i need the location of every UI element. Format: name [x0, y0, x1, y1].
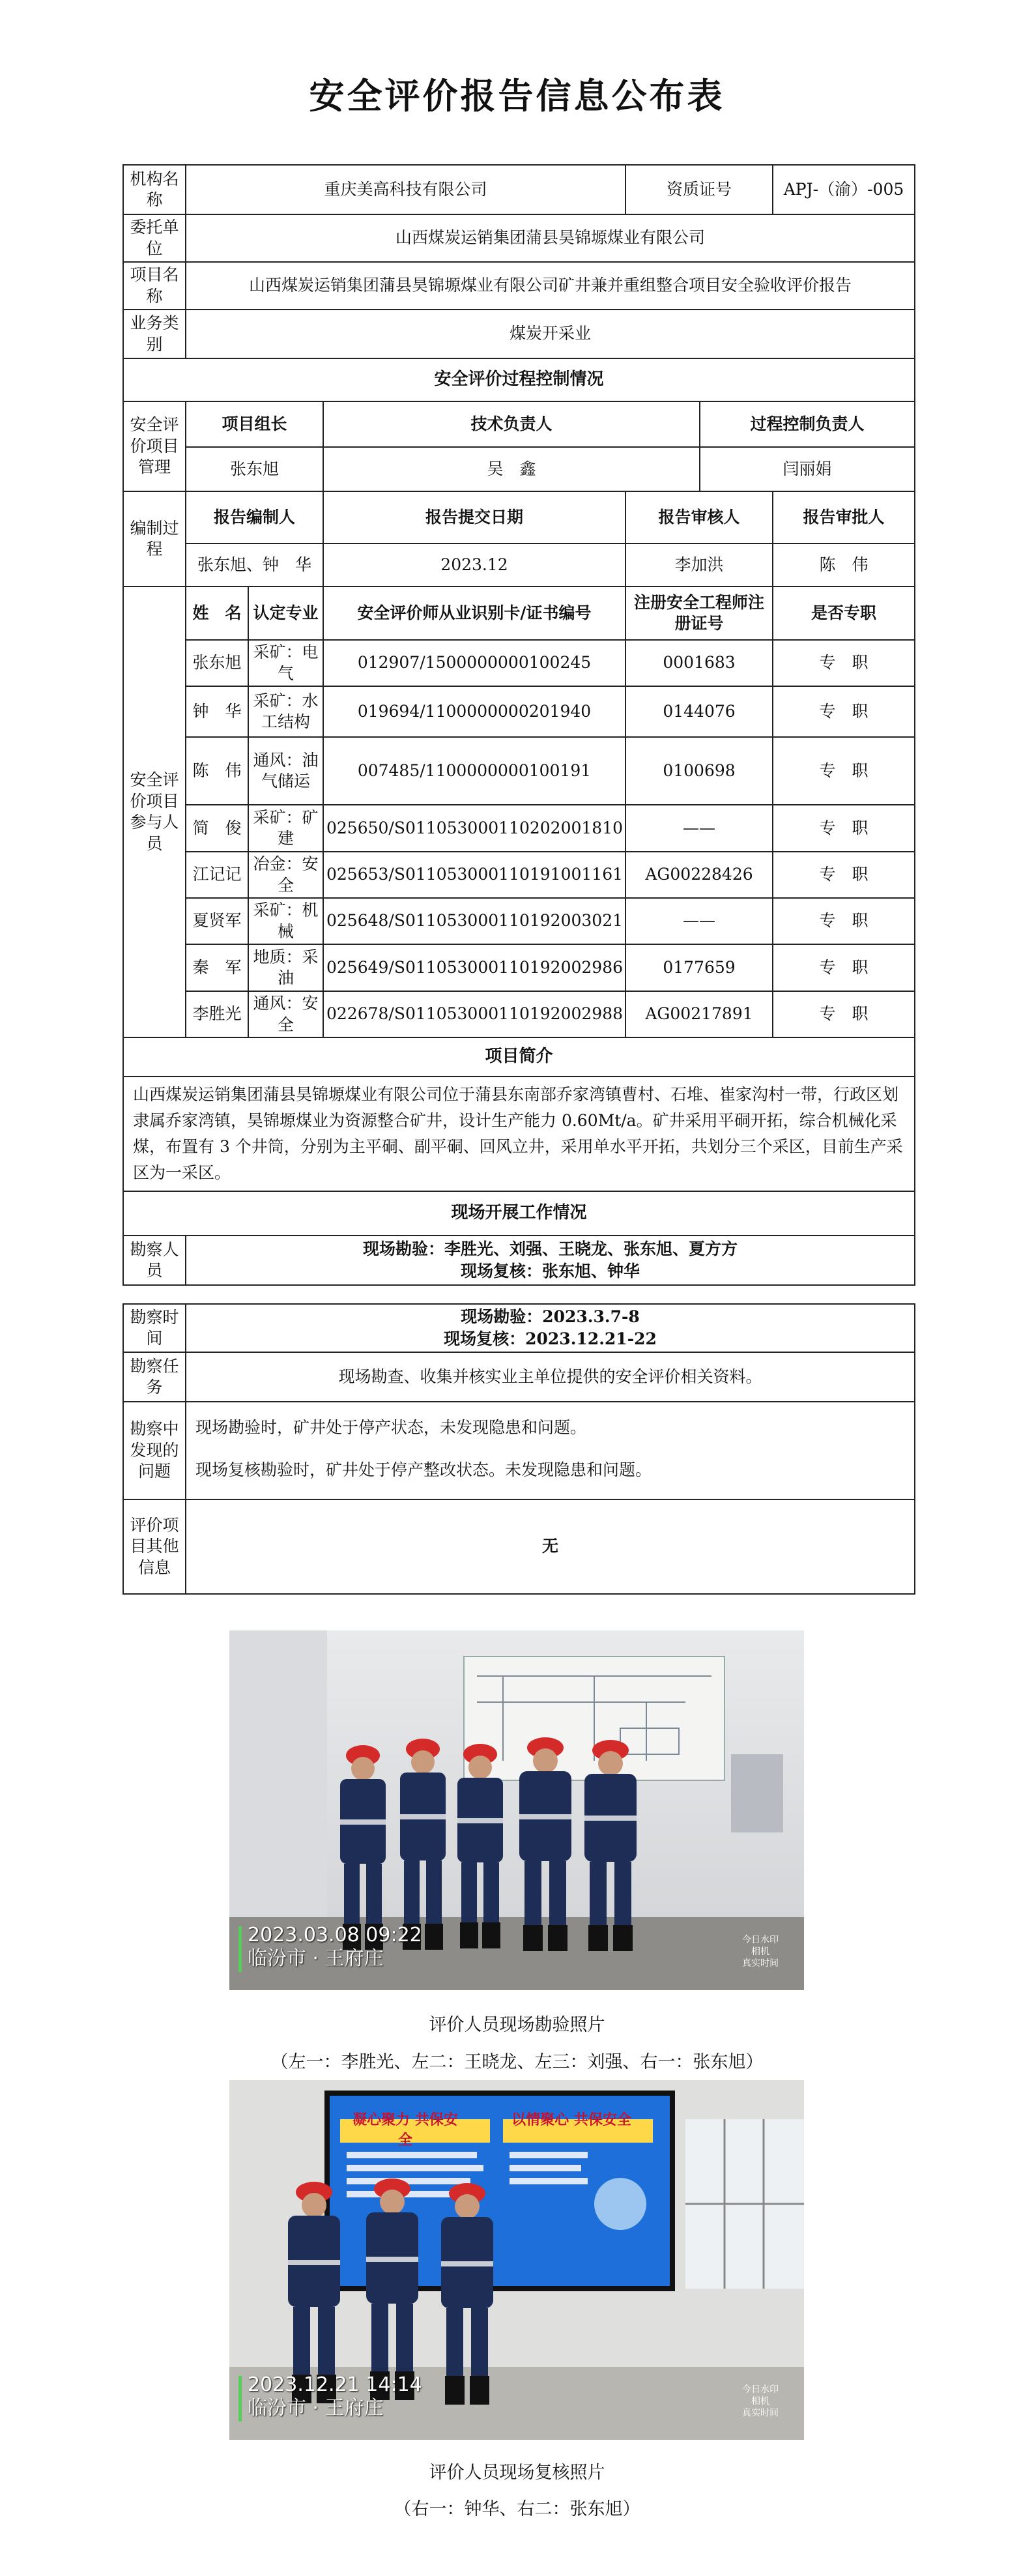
- staff-cert: 025653/S011053000110191001161: [323, 852, 625, 898]
- photo1-location: 临汾市 · 王府庄: [248, 1947, 384, 1970]
- field-staff-line2: 现场复核：张东旭、钟华: [461, 1262, 640, 1281]
- table-row: [123, 640, 915, 686]
- date-header: 报告提交日期: [323, 491, 625, 543]
- table-row: [123, 898, 915, 944]
- staff-cert: 022678/S011053000110192002988: [323, 991, 625, 1037]
- staff-reg: 0100698: [625, 737, 773, 805]
- intro-title: 项目简介: [123, 1037, 915, 1077]
- photo1-timestamp: 2023.03.08 09:22: [248, 1924, 422, 1946]
- photo1-timestamp-block: [248, 1924, 422, 1971]
- staff-cert: 025650/S011053000110202001810: [323, 805, 625, 852]
- task-label: 勘察任务: [123, 1352, 186, 1402]
- approver-header: 报告审批人: [773, 491, 915, 543]
- staff-cert: 019694/1100000000201940: [323, 686, 625, 737]
- compile-label: 编制过程: [123, 491, 186, 586]
- writer-value: 张东旭、钟 华: [186, 543, 323, 586]
- staff-reg: AG00228426: [625, 852, 773, 898]
- leader-header: 项目组长: [186, 401, 323, 447]
- photo1-watermark-line3: 真实时间: [742, 1958, 779, 1969]
- client-label: 委托单位: [123, 214, 186, 262]
- page-title: 安全评价报告信息公布表: [309, 76, 725, 117]
- table-row: [123, 805, 915, 852]
- table-row: [123, 944, 915, 991]
- table-row: [123, 991, 915, 1037]
- photo2-watermark-line1: 今日水印: [742, 2384, 779, 2395]
- staff-major: 地质：采油: [248, 944, 323, 991]
- staff-fulltime: 专 职: [773, 852, 915, 898]
- photo2-location: 临汾市 · 王府庄: [248, 2397, 384, 2420]
- screen-text-right: 以情聚心 共保安全: [511, 2112, 631, 2128]
- staff-label: 安全评价项目参与人员: [123, 586, 186, 1037]
- staff-major: 采矿：矿建: [248, 805, 323, 852]
- staff-name: 张东旭: [186, 640, 248, 686]
- staff-major: 通风：油气储运: [248, 737, 323, 805]
- reviewer-header: 报告审核人: [625, 491, 773, 543]
- photo1-caption: 评价人员现场勘验照片: [429, 2015, 605, 2035]
- project-label: 项目名称: [123, 262, 186, 310]
- review-photo: [229, 2080, 804, 2440]
- staff-header-major: 认定专业: [248, 586, 323, 640]
- org-label: 机构名称: [123, 165, 186, 214]
- time-line1: 现场勘验：2023.3.7-8: [461, 1307, 640, 1327]
- field-staff-line1: 现场勘验：李胜光、刘强、王晓龙、张东旭、夏方方: [363, 1239, 738, 1259]
- leader-value: 张东旭: [186, 447, 323, 491]
- cert-value: APJ-（渝）-005: [773, 165, 915, 214]
- inspection-photo: [229, 1630, 804, 1990]
- staff-fulltime: 专 职: [773, 991, 915, 1037]
- staff-fulltime: 专 职: [773, 737, 915, 805]
- approver-value: 陈 伟: [773, 543, 915, 586]
- staff-name: 夏贤军: [186, 898, 248, 944]
- table-row: [123, 686, 915, 737]
- staff-header-reg: 注册安全工程师注册证号: [625, 586, 773, 640]
- staff-reg: ——: [625, 898, 773, 944]
- staff-fulltime: 专 职: [773, 686, 915, 737]
- process-section-title: 安全评价过程控制情况: [123, 358, 915, 401]
- staff-major: 通风：安全: [248, 991, 323, 1037]
- staff-cert: 007485/1100000000100191: [323, 737, 625, 805]
- staff-cert: 012907/1500000000100245: [323, 640, 625, 686]
- intro-text: 山西煤炭运销集团蒲县昊锦塬煤业有限公司位于蒲县东南部乔家湾镇曹村、石堆、崔家沟村一带，行政区划隶属乔家湾镇，昊锦塬煤业为资源整合矿井，设计生产能力 0.60Mt/a。矿井采用平硐开拓，综合机械化采煤，布置有 3 个井筒，分别为主平硐、副平硐、回风立井，采用单水平开拓，共划分三个采区，目前生产采区为一采区。: [123, 1077, 915, 1191]
- field-staff-label: 勘察人员: [123, 1236, 186, 1285]
- staff-reg: 0001683: [625, 640, 773, 686]
- issue-label: 勘察中发现的问题: [123, 1402, 186, 1499]
- table-row: [123, 737, 915, 805]
- staff-major: 采矿：机械: [248, 898, 323, 944]
- staff-fulltime: 专 职: [773, 898, 915, 944]
- task-value: 现场勘查、收集并核实业主单位提供的安全评价相关资料。: [186, 1352, 915, 1402]
- issue-line1: 现场勘验时，矿井处于停产状态，未发现隐患和问题。: [195, 1418, 587, 1437]
- mgmt-label: 安全评价项目管理: [123, 401, 186, 491]
- staff-header-cert: 安全评价师从业识别卡/证书编号: [323, 586, 625, 640]
- time-line2: 现场复核：2023.12.21-22: [444, 1329, 657, 1348]
- field-table: [122, 1303, 915, 1595]
- photo2-watermark-line3: 真实时间: [742, 2408, 779, 2419]
- staff-fulltime: 专 职: [773, 805, 915, 852]
- tech-value: 吴 鑫: [323, 447, 700, 491]
- ctrl-value: 闫丽娟: [700, 447, 915, 491]
- cert-label: 资质证号: [625, 165, 773, 214]
- org-value: 重庆美高科技有限公司: [186, 165, 625, 214]
- staff-cert: 025649/S011053000110192002986: [323, 944, 625, 991]
- staff-name: 陈 伟: [186, 737, 248, 805]
- client-value: 山西煤炭运销集团蒲县昊锦塬煤业有限公司: [186, 214, 915, 262]
- staff-reg: ——: [625, 805, 773, 852]
- reviewer-value: 李加洪: [625, 543, 773, 586]
- screen-text-left: 凝心聚力 共保安全: [352, 2112, 458, 2149]
- photo1-watermark-logo: [725, 1934, 796, 1980]
- staff-fulltime: 专 职: [773, 640, 915, 686]
- staff-header-fulltime: 是否专职: [773, 586, 915, 640]
- project-value: 山西煤炭运销集团蒲县昊锦塬煤业有限公司矿井兼并重组整合项目安全验收评价报告: [186, 262, 915, 310]
- staff-name: 李胜光: [186, 991, 248, 1037]
- staff-name: 江记记: [186, 852, 248, 898]
- photo1-subcaption: （左一：李胜光、左二：王晓龙、左三：刘强、右一：张东旭）: [270, 2052, 764, 2072]
- staff-name: 钟 华: [186, 686, 248, 737]
- info-table: [122, 164, 915, 1286]
- staff-reg: 0177659: [625, 944, 773, 991]
- staff-cert: 025648/S011053000110192003021: [323, 898, 625, 944]
- writer-header: 报告编制人: [186, 491, 323, 543]
- ctrl-header: 过程控制负责人: [700, 401, 915, 447]
- tech-header: 技术负责人: [323, 401, 700, 447]
- photo2-timestamp: 2023.12.21 14:14: [248, 2373, 422, 2396]
- staff-reg: 0144076: [625, 686, 773, 737]
- biz-value: 煤炭开采业: [186, 310, 915, 358]
- photo2-subcaption: （右一：钟华、右二：张东旭）: [394, 2499, 640, 2519]
- date-value: 2023.12: [323, 543, 625, 586]
- issue-line2: 现场复核勘验时，矿井处于停产整改状态。未发现隐患和问题。: [195, 1460, 652, 1479]
- table-row: [123, 852, 915, 898]
- photo1-watermark-line1: 今日水印: [742, 1935, 779, 1945]
- staff-reg: AG00217891: [625, 991, 773, 1037]
- other-value: 无: [186, 1499, 915, 1594]
- staff-major: 采矿：电气: [248, 640, 323, 686]
- staff-name: 简 俊: [186, 805, 248, 852]
- staff-fulltime: 专 职: [773, 944, 915, 991]
- field-title: 现场开展工作情况: [123, 1191, 915, 1236]
- time-label: 勘察时间: [123, 1304, 186, 1352]
- other-label: 评价项目其他信息: [123, 1499, 186, 1594]
- photo2-caption: 评价人员现场复核照片: [429, 2463, 605, 2483]
- photo2-watermark-logo: [725, 2384, 796, 2429]
- photo1-watermark-line2: 相机: [751, 1946, 769, 1958]
- staff-name: 秦 军: [186, 944, 248, 991]
- photo2-watermark-line2: 相机: [751, 2396, 769, 2407]
- staff-major: 冶金：安全: [248, 852, 323, 898]
- photo2-timestamp-block: [248, 2373, 422, 2420]
- staff-major: 采矿：水工结构: [248, 686, 323, 737]
- staff-header-name: 姓 名: [186, 586, 248, 640]
- biz-label: 业务类别: [123, 310, 186, 358]
